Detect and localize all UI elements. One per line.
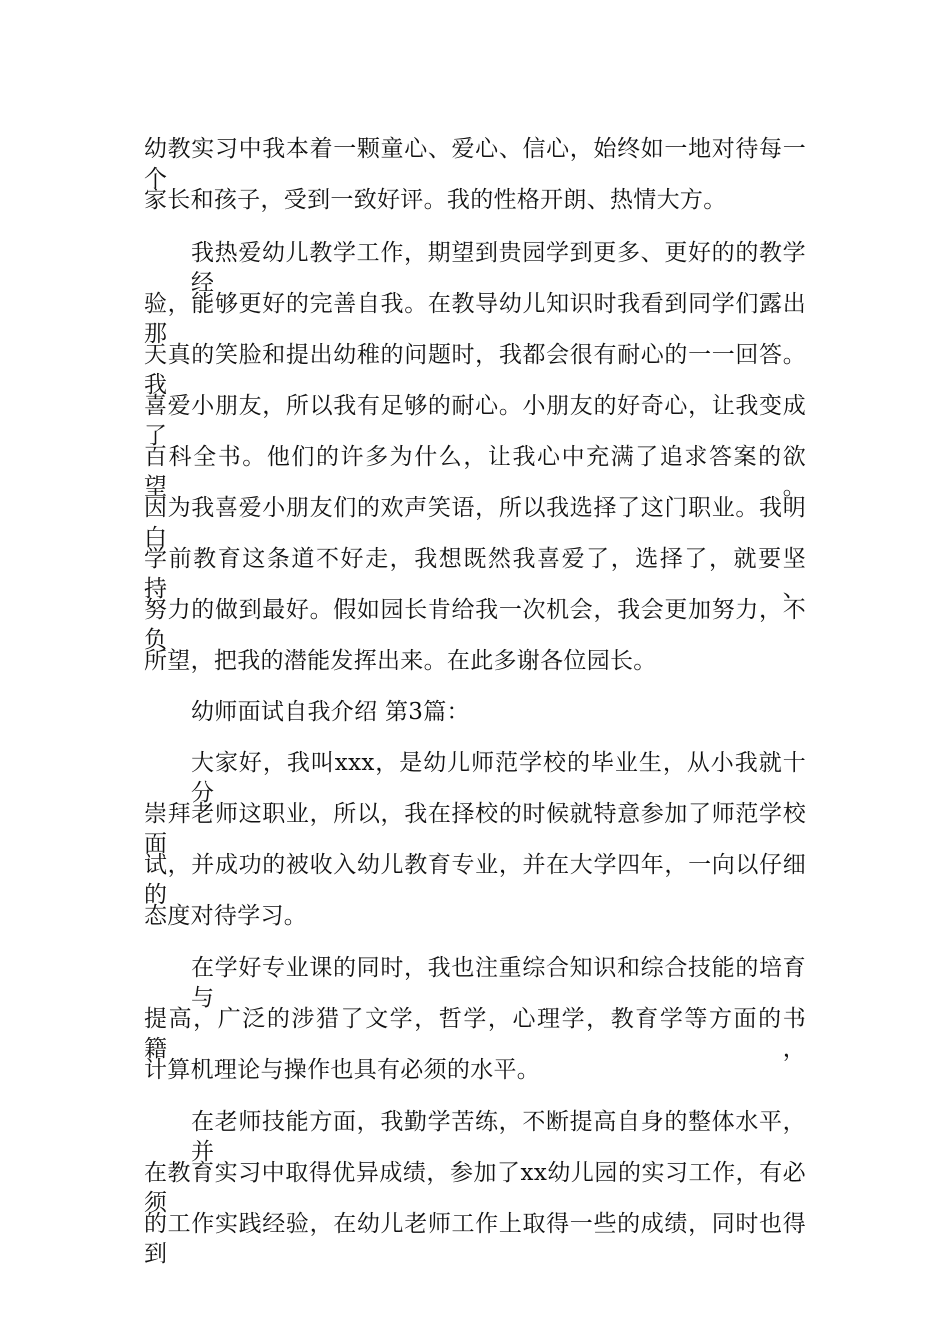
text-line: 在教育实习中取得优异成绩，参加了xx幼儿园的实习工作，有必须: [144, 1160, 806, 1216]
text-line: 崇拜老师这职业，所以，我在择校的时候就特意参加了师范学校面: [144, 801, 806, 857]
text-line: 百科全书。他们的许多为什么，让我心中充满了追求答案的欲望。: [144, 444, 806, 500]
text-line: 努力的做到最好。假如园长肯给我一次机会，我会更加努力，不负: [144, 597, 806, 653]
text-line: 的工作实践经验，在幼儿老师工作上取得一些的成绩，同时也得到: [144, 1211, 806, 1267]
text-line: 计算机理论与操作也具有必须的水平。: [144, 1057, 541, 1083]
text-line: 态度对待学习。: [144, 903, 308, 929]
text-line: 幼教实习中我本着一颗童心、爱心、信心，始终如一地对待每一个: [144, 136, 806, 192]
text-line: 试，并成功的被收入幼儿教育专业，并在大学四年，一向以仔细的: [144, 852, 806, 908]
text-line: 因为我喜爱小朋友们的欢声笑语，所以我选择了这门职业。我明白: [144, 495, 806, 551]
text-line: 家长和孩子，受到一致好评。我的性格开朗、热情大方。: [144, 187, 727, 213]
paragraph-first-line: 在学好专业课的同时，我也注重综合知识和综合技能的培育与: [191, 955, 806, 1011]
paragraph-first-line: 在老师技能方面，我勤学苦练，不断提高自身的整体水平，并: [191, 1109, 806, 1165]
text-line: 所望，把我的潜能发挥出来。在此多谢各位园长。: [144, 648, 657, 674]
paragraph-first-line: 大家好，我叫xxx，是幼儿师范学校的毕业生，从小我就十分: [191, 750, 806, 806]
section-heading: 幼师面试自我介绍 第3篇：: [191, 699, 470, 725]
text-line: 学前教育这条道不好走，我想既然我喜爱了，选择了，就要坚持、: [144, 546, 806, 602]
text-line: 天真的笑脸和提出幼稚的问题时，我都会很有耐心的一一回答。我: [144, 342, 806, 398]
paragraph-first-line: 我热爱幼儿教学工作，期望到贵园学到更多、更好的的教学经: [191, 240, 806, 296]
text-line: 验，能够更好的完善自我。在教导幼儿知识时我看到同学们露出那: [144, 291, 806, 347]
text-line: 喜爱小朋友，所以我有足够的耐心。小朋友的好奇心，让我变成了: [144, 393, 806, 449]
text-line: 提高，广泛的涉猎了文学，哲学，心理学，教育学等方面的书籍，: [144, 1006, 806, 1062]
